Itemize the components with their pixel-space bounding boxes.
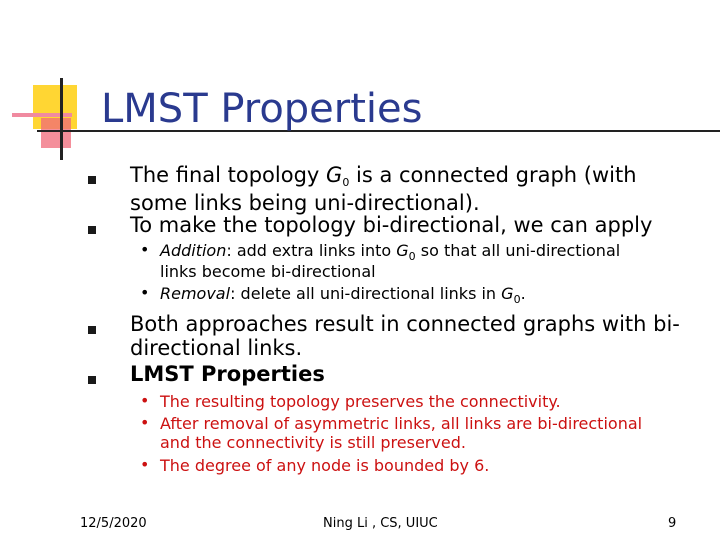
sub-bullet-bidirectional: After removal of asymmetric links, all links are bi-directional and the connectivity is still preserved. (160, 414, 643, 452)
square-bullet-icon (88, 226, 96, 234)
bullet-1: The final topology G0 is a connected graph (with some links being uni-directional). (130, 163, 637, 215)
dot-bullet-icon: • (140, 455, 150, 474)
square-bullet-icon (88, 326, 96, 334)
square-bullet-icon (88, 176, 96, 184)
footer-author: Ning Li , CS, UIUC (323, 516, 438, 531)
sub-bullet-addition: Addition: add extra links into $G_0$ so that all uni-directional links become bi-directional (160, 241, 621, 281)
footer-date: 12/5/2020 (80, 516, 147, 531)
sub-bullet-degree: The degree of any node is bounded by 6. (160, 456, 490, 475)
logo-red-bar (12, 113, 72, 117)
dot-bullet-icon: • (140, 240, 150, 259)
logo-vertical-line (60, 78, 63, 160)
bullet-2: To make the topology bi-directional, we can apply (130, 213, 653, 237)
bullet-3: Both approaches result in connected graphs with bi- directional links. (130, 312, 680, 360)
sub-bullet-removal: Removal: delete all uni-directional links in $G_0$. (160, 284, 526, 306)
dot-bullet-icon: • (140, 391, 150, 410)
logo-decoration (0, 0, 110, 170)
logo-red-square (41, 118, 71, 148)
dot-bullet-icon: • (140, 283, 150, 302)
dot-bullet-icon: • (140, 413, 150, 432)
slide-title: LMST Properties (101, 86, 423, 132)
sub-bullet-connectivity: The resulting topology preserves the connectivity. (160, 392, 561, 411)
bullet-4: LMST Properties (130, 362, 325, 386)
square-bullet-icon (88, 376, 96, 384)
footer-page-number: 9 (668, 516, 677, 531)
